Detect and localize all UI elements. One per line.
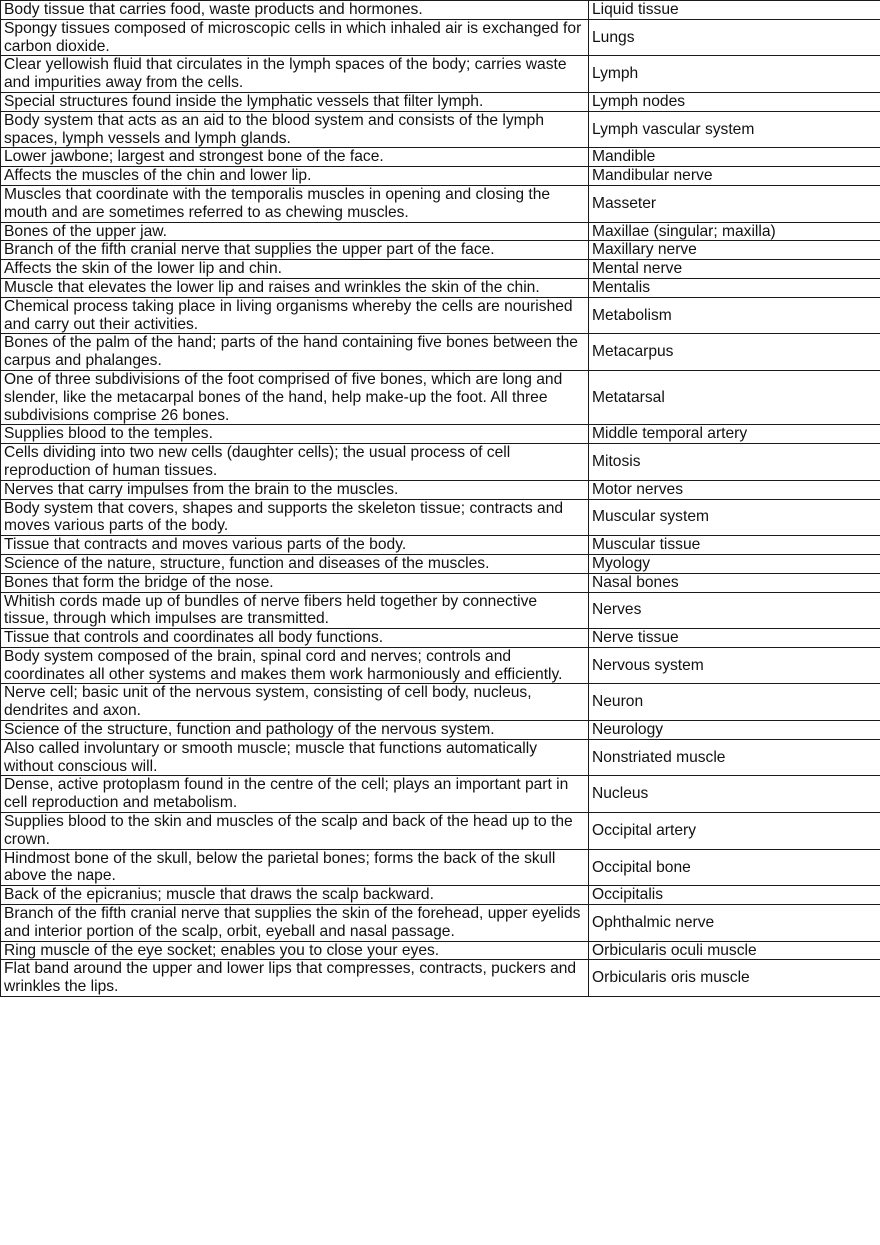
table-row: [1, 241, 880, 260]
table-row: [1, 334, 880, 371]
table-row: [1, 776, 880, 813]
term-cell: Maxillary nerve: [589, 241, 880, 260]
definition-cell: Tissue that controls and coordinates all body functions.: [1, 629, 589, 648]
table-row: [1, 480, 880, 499]
term-cell: Occipital bone: [589, 849, 880, 886]
definition-cell: Supplies blood to the skin and muscles of the scalp and back of the head up to the crown.: [1, 813, 589, 850]
term-cell: Occipital artery: [589, 813, 880, 850]
term-cell: Nonstriated muscle: [589, 739, 880, 776]
definition-cell: Body system that covers, shapes and supports the skeleton tissue; contracts and moves various parts of the body.: [1, 499, 589, 536]
table-row: [1, 941, 880, 960]
term-cell: Orbicularis oculi muscle: [589, 941, 880, 960]
definition-cell: Lower jawbone; largest and strongest bone of the face.: [1, 148, 589, 167]
term-cell: Metatarsal: [589, 370, 880, 424]
definition-cell: Chemical process taking place in living organisms whereby the cells are nourished and carry out their activities.: [1, 297, 589, 334]
definition-cell: Science of the nature, structure, function and diseases of the muscles.: [1, 554, 589, 573]
term-cell: Nucleus: [589, 776, 880, 813]
term-cell: Muscular system: [589, 499, 880, 536]
definition-cell: Bones that form the bridge of the nose.: [1, 573, 589, 592]
table-row: [1, 297, 880, 334]
term-cell: Ophthalmic nerve: [589, 905, 880, 942]
definition-cell: Hindmost bone of the skull, below the parietal bones; forms the back of the skull above the nape.: [1, 849, 589, 886]
term-cell: Motor nerves: [589, 480, 880, 499]
term-cell: Nervous system: [589, 647, 880, 684]
term-cell: Metabolism: [589, 297, 880, 334]
table-row: [1, 167, 880, 186]
table-row: [1, 1, 880, 20]
table-row: [1, 260, 880, 279]
table-row: [1, 849, 880, 886]
table-row: [1, 886, 880, 905]
term-cell: Orbicularis oris muscle: [589, 960, 880, 997]
definition-cell: Body system composed of the brain, spinal cord and nerves; controls and coordinates all other systems and makes them work harmoniously and efficiently.: [1, 647, 589, 684]
definition-cell: Dense, active protoplasm found in the centre of the cell; plays an important part in cell reproduction and metabolism.: [1, 776, 589, 813]
definition-cell: Also called involuntary or smooth muscle; muscle that functions automatically without conscious will.: [1, 739, 589, 776]
table-row: [1, 92, 880, 111]
table-row: [1, 684, 880, 721]
term-cell: Lymph vascular system: [589, 111, 880, 148]
table-row: [1, 499, 880, 536]
term-cell: Neuron: [589, 684, 880, 721]
definition-cell: Affects the skin of the lower lip and chin.: [1, 260, 589, 279]
glossary-body: [1, 1, 880, 997]
term-cell: Lungs: [589, 19, 880, 56]
table-row: [1, 739, 880, 776]
table-row: [1, 592, 880, 629]
table-row: [1, 19, 880, 56]
term-cell: Nasal bones: [589, 573, 880, 592]
term-cell: Nerves: [589, 592, 880, 629]
definition-cell: Muscles that coordinate with the temporalis muscles in opening and closing the mouth and are sometimes referred to as chewing muscles.: [1, 185, 589, 222]
definition-cell: Spongy tissues composed of microscopic cells in which inhaled air is exchanged for carbon dioxide.: [1, 19, 589, 56]
term-cell: Mitosis: [589, 444, 880, 481]
definition-cell: Clear yellowish fluid that circulates in the lymph spaces of the body; carries waste and impurities away from the cells.: [1, 56, 589, 93]
definition-cell: Body system that acts as an aid to the blood system and consists of the lymph spaces, lymph vessels and lymph glands.: [1, 111, 589, 148]
definition-cell: Special structures found inside the lymphatic vessels that filter lymph.: [1, 92, 589, 111]
definition-cell: Back of the epicranius; muscle that draws the scalp backward.: [1, 886, 589, 905]
definition-cell: Tissue that contracts and moves various parts of the body.: [1, 536, 589, 555]
term-cell: Occipitalis: [589, 886, 880, 905]
term-cell: Lymph: [589, 56, 880, 93]
table-row: [1, 425, 880, 444]
definition-cell: One of three subdivisions of the foot comprised of five bones, which are long and slender, like the metacarpal bones of the hand, help make-up the foot. All three subdivisions comprise 26 bones.: [1, 370, 589, 424]
table-row: [1, 721, 880, 740]
definition-cell: Bones of the upper jaw.: [1, 222, 589, 241]
term-cell: Liquid tissue: [589, 1, 880, 20]
definition-cell: Nerve cell; basic unit of the nervous system, consisting of cell body, nucleus, dendrites and axon.: [1, 684, 589, 721]
table-row: [1, 185, 880, 222]
definition-cell: Branch of the fifth cranial nerve that supplies the upper part of the face.: [1, 241, 589, 260]
table-row: [1, 111, 880, 148]
table-row: [1, 222, 880, 241]
term-cell: Nerve tissue: [589, 629, 880, 648]
term-cell: Mandibular nerve: [589, 167, 880, 186]
definition-cell: Branch of the fifth cranial nerve that supplies the skin of the forehead, upper eyelids and interior portion of the scalp, orbit, eyeball and nasal passage.: [1, 905, 589, 942]
definition-cell: Whitish cords made up of bundles of nerve fibers held together by connective tissue, through which impulses are transmitted.: [1, 592, 589, 629]
term-cell: Muscular tissue: [589, 536, 880, 555]
table-row: [1, 647, 880, 684]
definition-cell: Cells dividing into two new cells (daughter cells); the usual process of cell reproduction of human tissues.: [1, 444, 589, 481]
definition-cell: Nerves that carry impulses from the brain to the muscles.: [1, 480, 589, 499]
term-cell: Mentalis: [589, 278, 880, 297]
table-row: [1, 813, 880, 850]
table-row: [1, 573, 880, 592]
table-row: [1, 629, 880, 648]
term-cell: Mandible: [589, 148, 880, 167]
table-row: [1, 444, 880, 481]
table-row: [1, 148, 880, 167]
definition-cell: Flat band around the upper and lower lips that compresses, contracts, puckers and wrinkles the lips.: [1, 960, 589, 997]
table-row: [1, 554, 880, 573]
term-cell: Mental nerve: [589, 260, 880, 279]
table-row: [1, 56, 880, 93]
definition-cell: Affects the muscles of the chin and lower lip.: [1, 167, 589, 186]
term-cell: Neurology: [589, 721, 880, 740]
term-cell: Masseter: [589, 185, 880, 222]
table-row: [1, 536, 880, 555]
term-cell: Metacarpus: [589, 334, 880, 371]
table-row: [1, 370, 880, 424]
definition-cell: Bones of the palm of the hand; parts of the hand containing five bones between the carpus and phalanges.: [1, 334, 589, 371]
table-row: [1, 278, 880, 297]
term-cell: Maxillae (singular; maxilla): [589, 222, 880, 241]
term-cell: Lymph nodes: [589, 92, 880, 111]
term-cell: Middle temporal artery: [589, 425, 880, 444]
definition-cell: Supplies blood to the temples.: [1, 425, 589, 444]
definition-cell: Ring muscle of the eye socket; enables you to close your eyes.: [1, 941, 589, 960]
definition-cell: Body tissue that carries food, waste products and hormones.: [1, 1, 589, 20]
term-cell: Myology: [589, 554, 880, 573]
definition-cell: Science of the structure, function and pathology of the nervous system.: [1, 721, 589, 740]
table-row: [1, 960, 880, 997]
table-row: [1, 905, 880, 942]
definition-cell: Muscle that elevates the lower lip and raises and wrinkles the skin of the chin.: [1, 278, 589, 297]
